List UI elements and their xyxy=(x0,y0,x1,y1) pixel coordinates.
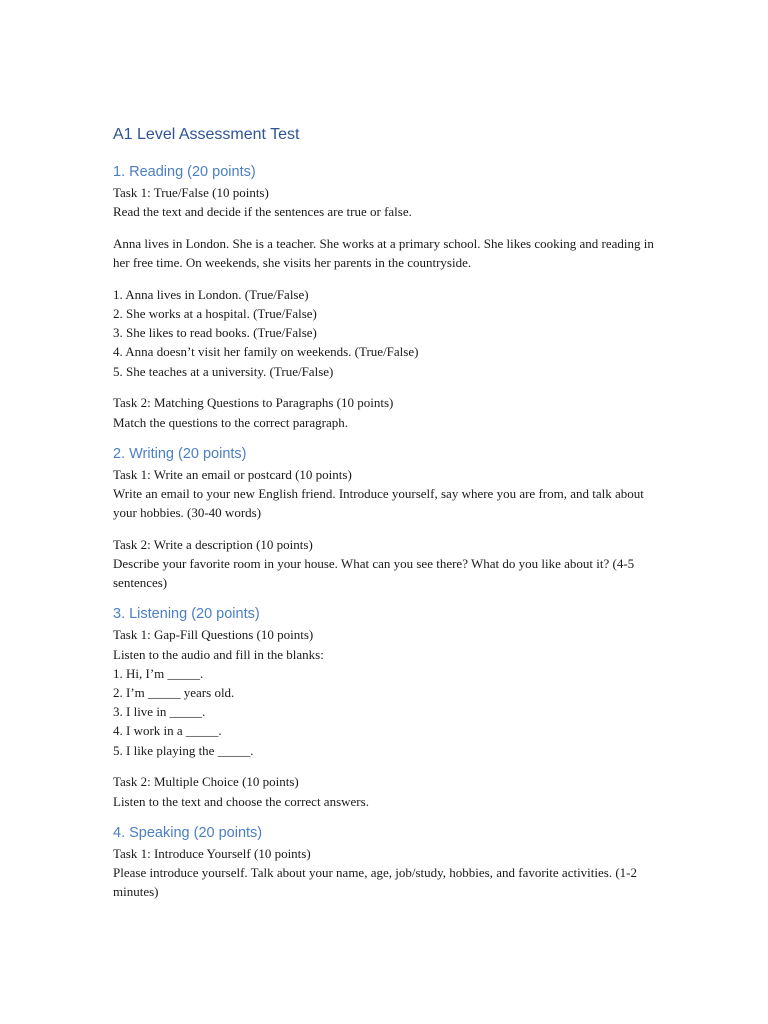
speaking-task1 xyxy=(113,844,658,902)
list-item: 2. I’m _____ years old. xyxy=(113,685,235,701)
task-instruction: Read the text and decide if the sentences are true or false. xyxy=(113,204,412,220)
task-instruction: Describe your favorite room in your house. What can you see there? What do you like about it? (4-5 sentences) xyxy=(113,556,638,591)
document-title: A1 Level Assessment Test xyxy=(113,126,300,143)
list-item: 5. I like playing the _____. xyxy=(113,742,254,758)
task-title: Task 1: Introduce Yourself (10 points) xyxy=(113,845,311,861)
section-heading-speaking: 4. Speaking (20 points) xyxy=(113,824,263,841)
section-speaking xyxy=(113,822,658,902)
list-item: 4. I work in a _____. xyxy=(113,723,222,739)
task-instruction: Listen to the text and choose the correct answers. xyxy=(113,793,369,809)
list-item: 1. Anna lives in London. (True/False) xyxy=(113,286,309,302)
section-heading-reading: 1. Reading (20 points) xyxy=(113,164,256,180)
list-item: 3. I live in _____. xyxy=(113,704,206,720)
task-title: Task 1: Write an email or postcard (10 points) xyxy=(113,466,352,482)
reading-task2 xyxy=(113,393,658,431)
writing-task1 xyxy=(113,465,658,523)
listening-task1 xyxy=(113,625,658,759)
list-item: 3. She likes to read books. (True/False) xyxy=(113,325,317,341)
section-heading-writing: 2. Writing (20 points) xyxy=(113,445,247,462)
section-reading xyxy=(113,161,658,432)
document-page xyxy=(113,122,658,912)
list-item: 4. Anna doesn’t visit her family on weekends. (True/False) xyxy=(113,344,419,360)
task-instruction: Write an email to your new English friend. Introduce yourself, say where you are from, and talk about your hobbies. (30-40 words) xyxy=(113,485,648,521)
list-item: 2. She works at a hospital. (True/False) xyxy=(113,306,317,322)
task-instruction: Listen to the audio and fill in the blanks: xyxy=(113,646,324,662)
task-instruction: Please introduce yourself. Talk about your name, age, job/study, hobbies, and favorite activities. (1-2 minutes) xyxy=(113,864,641,900)
list-item: 5. She teaches at a university. (True/False) xyxy=(113,363,334,379)
writing-task2 xyxy=(113,535,658,593)
section-writing xyxy=(113,443,658,593)
task-title: Task 1: True/False (10 points) xyxy=(113,185,269,200)
reading-task1 xyxy=(113,183,658,221)
task-title: Task 2: Write a description (10 points) xyxy=(113,536,313,552)
section-listening xyxy=(113,603,658,810)
statement-list xyxy=(113,285,658,381)
section-heading-listening: 3. Listening (20 points) xyxy=(113,606,260,623)
list-item: 1. Hi, I’m _____. xyxy=(113,665,204,681)
passage-text: Anna lives in London. She is a teacher. She works at a primary school. She likes cooking and reading in her free time. On weekends, she visits her parents in the countryside. xyxy=(113,235,658,271)
task-title: Task 2: Matching Questions to Paragraphs (10 points) xyxy=(113,395,394,411)
task-title: Task 2: Multiple Choice (10 points) xyxy=(113,774,299,790)
listening-task2 xyxy=(113,772,658,810)
task-title: Task 1: Gap-Fill Questions (10 points) xyxy=(113,627,314,643)
reading-passage xyxy=(113,234,658,272)
task-instruction: Match the questions to the correct paragraph. xyxy=(113,414,348,430)
